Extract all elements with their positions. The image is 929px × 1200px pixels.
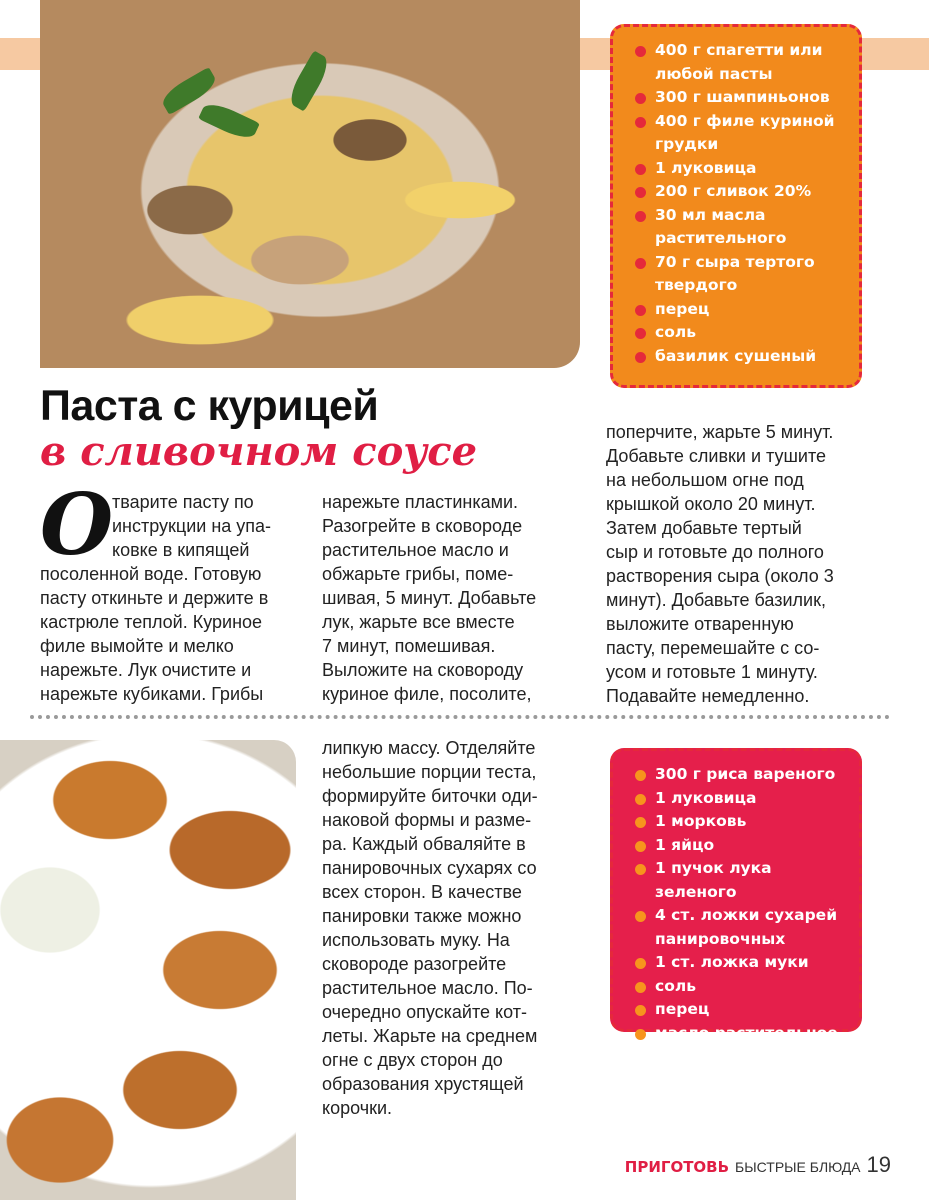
ingredients-box-cutlets <box>610 748 862 1042</box>
text-line: всех сторон. В качестве <box>322 882 522 902</box>
text-line: крышкой около 20 минут. <box>606 494 816 514</box>
parsley-garnish <box>285 50 333 111</box>
ingredients-list <box>635 39 845 368</box>
ingredient-item: 1 луковица <box>635 787 845 811</box>
text-line: усом и готовьте 1 минуту. <box>606 662 818 682</box>
text-line: ра. Каждый обваляйте в <box>322 834 526 854</box>
magazine-section: БЫСТРЫЕ БЛЮДА <box>735 1159 861 1175</box>
instructions-column-recipe-2 <box>322 736 582 1120</box>
text-line: растительное масло. По- <box>322 978 533 998</box>
ingredient-item: 4 ст. ложки сухарей панировочных <box>635 904 845 951</box>
instructions-column-3 <box>606 420 866 708</box>
text-line: на небольшом огне под <box>606 470 804 490</box>
text-line: растительное масло и <box>322 540 509 560</box>
ingredient-item: 70 г сыра тертого твердого <box>635 251 845 298</box>
text-line: минут). Добавьте базилик, <box>606 590 826 610</box>
text-line: небольшие порции теста, <box>322 762 537 782</box>
text-line: корочки. <box>322 1098 393 1118</box>
pasta-photo <box>40 0 580 368</box>
text-line: нарежьте. Лук очистите и <box>40 660 252 680</box>
ingredient-item: соль <box>635 321 845 345</box>
instructions-column-2 <box>322 490 582 706</box>
text-line: тварите пасту по <box>112 492 254 512</box>
ingredient-item: перец <box>635 998 845 1022</box>
text-line: нарежьте кубиками. Грибы <box>40 684 264 704</box>
text-line: панировочных сухарях со <box>322 858 537 878</box>
instructions-text-start <box>112 490 302 562</box>
text-line: шивая, 5 минут. Добавьте <box>322 588 537 608</box>
text-line: липкую массу. Отделяйте <box>322 738 536 758</box>
text-line: инструкции на упа- <box>112 516 272 536</box>
text-line: Выложите на сковороду <box>322 660 524 680</box>
text-line: растворения сыра (около 3 <box>606 566 834 586</box>
text-line: ковке в кипящей <box>112 540 250 560</box>
text-line: образования хрустящей <box>322 1074 524 1094</box>
ingredients-box-pasta <box>610 24 862 388</box>
text-line: пасту откиньте и держите в <box>40 588 269 608</box>
ingredient-item: масло растительное <box>635 1022 845 1046</box>
text-line: очередно опускайте кот- <box>322 1002 527 1022</box>
page-number: 19 <box>866 1152 891 1177</box>
ingredient-item: 300 г шампиньонов <box>635 86 845 110</box>
drop-cap-letter: О <box>40 475 114 574</box>
text-line: лук, жарьте все вместе <box>322 612 515 632</box>
text-line: Затем добавьте тертый <box>606 518 802 538</box>
ingredient-item: 1 пучок лука зеленого <box>635 857 845 904</box>
text-line: выложите отваренную <box>606 614 794 634</box>
ingredient-item: 1 морковь <box>635 810 845 834</box>
text-line: сыр и готовьте до полного <box>606 542 824 562</box>
text-line: посоленной воде. Готовую <box>40 564 262 584</box>
instructions-column-1 <box>40 562 300 706</box>
page-footer <box>625 1152 891 1178</box>
text-line: формируйте биточки оди- <box>322 786 538 806</box>
text-line: обжарьте грибы, поме- <box>322 564 514 584</box>
text-line: наковой формы и разме- <box>322 810 532 830</box>
ingredient-item: 1 яйцо <box>635 834 845 858</box>
parsley-garnish <box>198 99 260 143</box>
ingredient-item: 400 г спагетти или любой пасты <box>635 39 845 86</box>
cutlets-photo <box>0 740 296 1200</box>
text-line: 7 минут, помешивая. <box>322 636 496 656</box>
text-line: леты. Жарьте на среднем <box>322 1026 538 1046</box>
ingredient-item: 1 луковица <box>635 157 845 181</box>
text-line: пасту, перемешайте с со- <box>606 638 820 658</box>
text-line: куриное филе, посолите, <box>322 684 532 704</box>
text-line: Разогрейте в сковороде <box>322 516 523 536</box>
text-line: огне с двух сторон до <box>322 1050 503 1070</box>
recipe-title: Паста с курицей <box>40 382 379 430</box>
text-line: Добавьте сливки и тушите <box>606 446 826 466</box>
text-line: сковороде разогрейте <box>322 954 507 974</box>
magazine-brand: ПРИГОТОВЬ <box>624 1158 730 1176</box>
ingredient-item: 30 мл масла растительного <box>635 204 845 251</box>
text-line: филе вымойте и мелко <box>40 636 234 656</box>
text-line: нарежьте пластинками. <box>322 492 519 512</box>
text-line: кастрюле теплой. Куриное <box>40 612 263 632</box>
text-line: поперчите, жарьте 5 минут. <box>606 422 834 442</box>
ingredient-item: базилик сушеный <box>635 345 845 369</box>
ingredient-item: 400 г филе куриной грудки <box>635 110 845 157</box>
ingredient-item: соль <box>635 975 845 999</box>
text-line: использовать муку. На <box>322 930 510 950</box>
text-line: Подавайте немедленно. <box>606 686 810 706</box>
text-line: панировки также можно <box>322 906 522 926</box>
section-divider <box>30 715 890 719</box>
ingredients-list <box>635 763 845 1045</box>
recipe-subtitle: в сливочном соусе <box>40 428 478 475</box>
ingredient-item: 1 ст. ложка муки <box>635 951 845 975</box>
ingredient-item: 200 г сливок 20% <box>635 180 845 204</box>
ingredient-item: 300 г риса вареного <box>635 763 845 787</box>
ingredient-item: перец <box>635 298 845 322</box>
